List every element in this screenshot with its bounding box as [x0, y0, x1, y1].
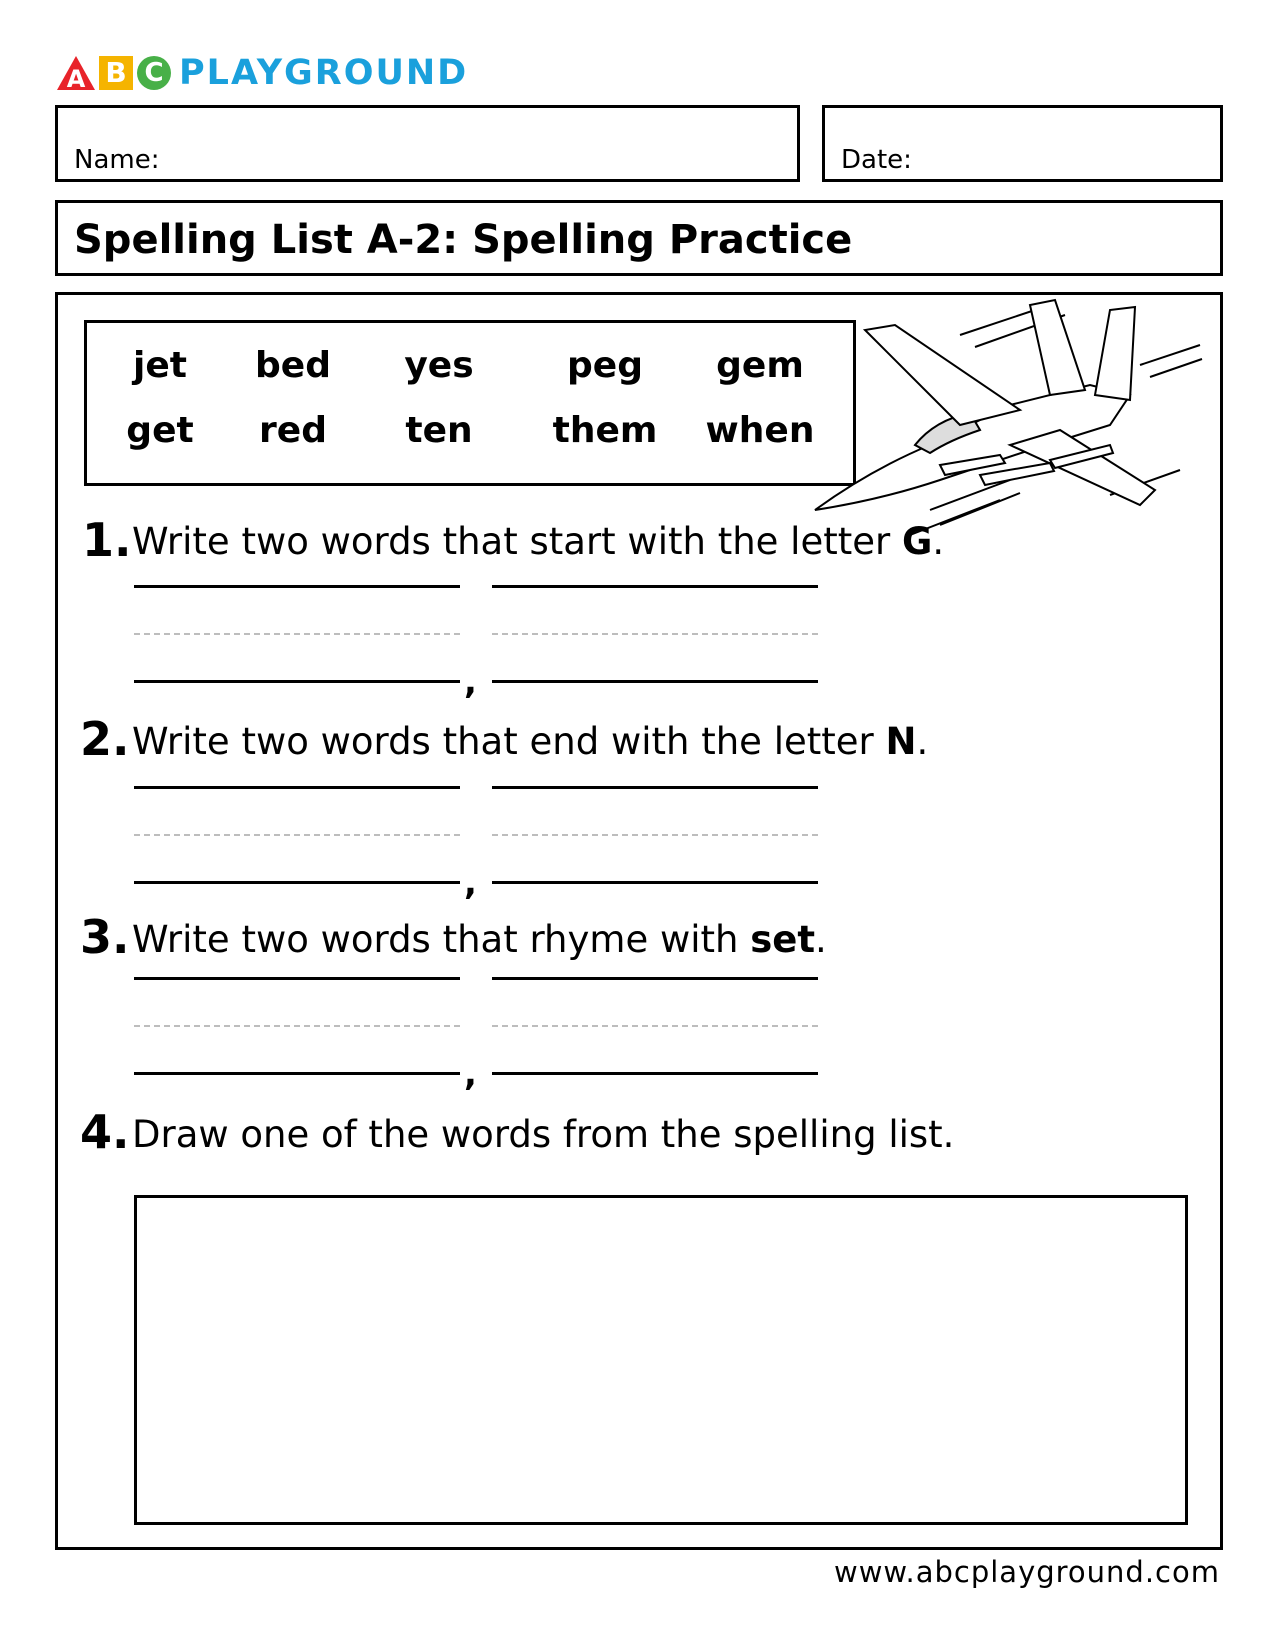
answer-top-line: [492, 585, 818, 588]
date-label: Date:: [841, 145, 912, 175]
question-number: 1.: [82, 513, 132, 567]
word-list-item: gem: [716, 345, 804, 386]
word-list-item: ten: [405, 410, 473, 451]
question-emphasis: set: [750, 918, 816, 961]
fighter-jet-icon: [810, 295, 1210, 545]
svg-text:A: A: [66, 65, 86, 92]
answer-separator: ,: [464, 863, 477, 903]
question-emphasis: G: [901, 520, 933, 563]
date-field[interactable]: [822, 105, 1223, 182]
title-box: [55, 200, 1223, 276]
answer-line-2[interactable]: [492, 881, 818, 884]
name-label: Name:: [74, 145, 160, 175]
question-text: Draw one of the words from the spelling list.: [132, 1113, 955, 1156]
question-number: 4.: [80, 1105, 130, 1159]
question-number: 2.: [80, 712, 130, 766]
question-text: Write two words that rhyme with set.: [132, 918, 827, 961]
page-title: Spelling List A-2: Spelling Practice: [74, 217, 853, 263]
answer-guide-line: [492, 834, 818, 836]
word-list-item: when: [705, 410, 815, 451]
logo-text: PLAYGROUND: [179, 53, 469, 93]
answer-top-line: [134, 585, 460, 588]
word-list-item: yes: [404, 345, 474, 386]
question-emphasis: N: [885, 720, 917, 763]
answer-guide-line: [134, 1025, 460, 1027]
answer-line-2[interactable]: [492, 680, 818, 683]
logo-letter-c: C: [137, 56, 171, 90]
question-text: Write two words that start with the letter G.: [132, 520, 945, 563]
word-list-item: them: [552, 410, 658, 451]
question-number: 3.: [80, 910, 130, 964]
answer-guide-line: [492, 633, 818, 635]
answer-separator: ,: [464, 662, 477, 702]
answer-guide-line: [134, 834, 460, 836]
answer-top-line: [134, 977, 460, 980]
logo-letter-b: B: [99, 56, 133, 90]
answer-line-1[interactable]: [134, 680, 460, 683]
abc-playground-logo: [55, 53, 468, 93]
word-list-item: red: [259, 410, 327, 451]
logo-letter-a: [55, 54, 97, 92]
drawing-box[interactable]: [134, 1195, 1188, 1525]
answer-line-1[interactable]: [134, 881, 460, 884]
question-text: Write two words that end with the letter N.: [132, 720, 929, 763]
word-list-item: peg: [567, 345, 643, 386]
spelling-word-list: [84, 320, 856, 486]
word-list-item: jet: [133, 345, 187, 386]
answer-guide-line: [134, 633, 460, 635]
answer-line-1[interactable]: [134, 1072, 460, 1075]
answer-separator: ,: [464, 1054, 477, 1094]
answer-top-line: [492, 977, 818, 980]
answer-top-line: [492, 786, 818, 789]
answer-guide-line: [492, 1025, 818, 1027]
answer-top-line: [134, 786, 460, 789]
footer-url: www.abcplayground.com: [834, 1555, 1220, 1589]
word-list-item: get: [126, 410, 194, 451]
word-list-item: bed: [255, 345, 331, 386]
answer-line-2[interactable]: [492, 1072, 818, 1075]
name-field[interactable]: [55, 105, 800, 182]
